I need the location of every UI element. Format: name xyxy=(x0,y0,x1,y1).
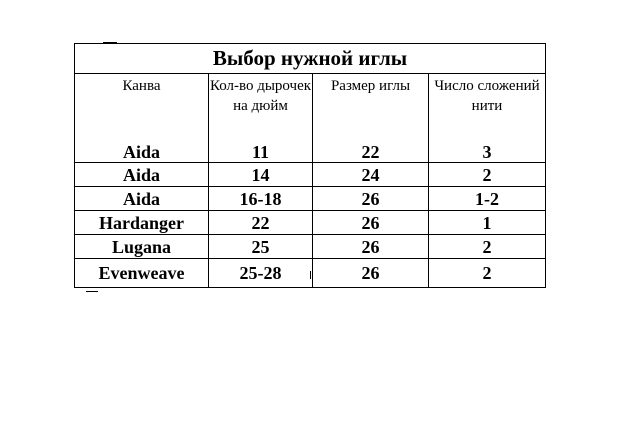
table-title: Выбор нужной иглы xyxy=(75,44,546,74)
cell-threads: 1 xyxy=(429,211,546,235)
cell-canvas: Hardanger xyxy=(75,211,209,235)
cell-holes: 14 xyxy=(209,163,313,187)
cell-threads: 3 xyxy=(429,142,546,163)
cell-canvas: Lugana xyxy=(75,235,209,259)
header-holes-label: Кол-во дырочек на дюйм xyxy=(209,78,312,114)
needle-selection-table-container xyxy=(74,43,545,288)
header-needle-label: Размер иглы xyxy=(330,78,411,94)
cell-threads: 2 xyxy=(429,259,546,288)
cell-canvas: Aida xyxy=(75,187,209,211)
cell-threads: 1-2 xyxy=(429,187,546,211)
table-row xyxy=(75,187,546,211)
header-row xyxy=(75,74,546,143)
cursor-marker xyxy=(310,271,311,279)
cell-needle: 26 xyxy=(313,235,429,259)
cell-threads: 2 xyxy=(429,235,546,259)
cell-holes: 25-28 xyxy=(209,259,313,288)
cell-holes: 16-18 xyxy=(209,187,313,211)
cell-canvas: Evenweave xyxy=(75,259,209,288)
table-row xyxy=(75,163,546,187)
title-row xyxy=(75,44,546,74)
cell-holes: 25 xyxy=(209,235,313,259)
header-threads-label: Число сложений нити xyxy=(434,78,540,114)
cell-canvas: Aida xyxy=(75,142,209,163)
header-needle-size xyxy=(313,74,429,143)
needle-selection-table xyxy=(74,43,546,288)
bottom-left-marker xyxy=(86,291,98,292)
table-row xyxy=(75,211,546,235)
cell-needle: 26 xyxy=(313,259,429,288)
table-row xyxy=(75,142,546,163)
header-thread-count xyxy=(429,74,546,143)
header-canvas xyxy=(75,74,209,143)
cell-needle: 26 xyxy=(313,187,429,211)
table-row xyxy=(75,235,546,259)
header-canvas-label: Канва xyxy=(122,78,161,94)
cell-needle: 24 xyxy=(313,163,429,187)
cell-holes: 11 xyxy=(209,142,313,163)
cell-needle: 26 xyxy=(313,211,429,235)
cell-threads: 2 xyxy=(429,163,546,187)
cell-holes: 22 xyxy=(209,211,313,235)
cell-canvas: Aida xyxy=(75,163,209,187)
header-holes-per-inch xyxy=(209,74,313,143)
cell-needle: 22 xyxy=(313,142,429,163)
